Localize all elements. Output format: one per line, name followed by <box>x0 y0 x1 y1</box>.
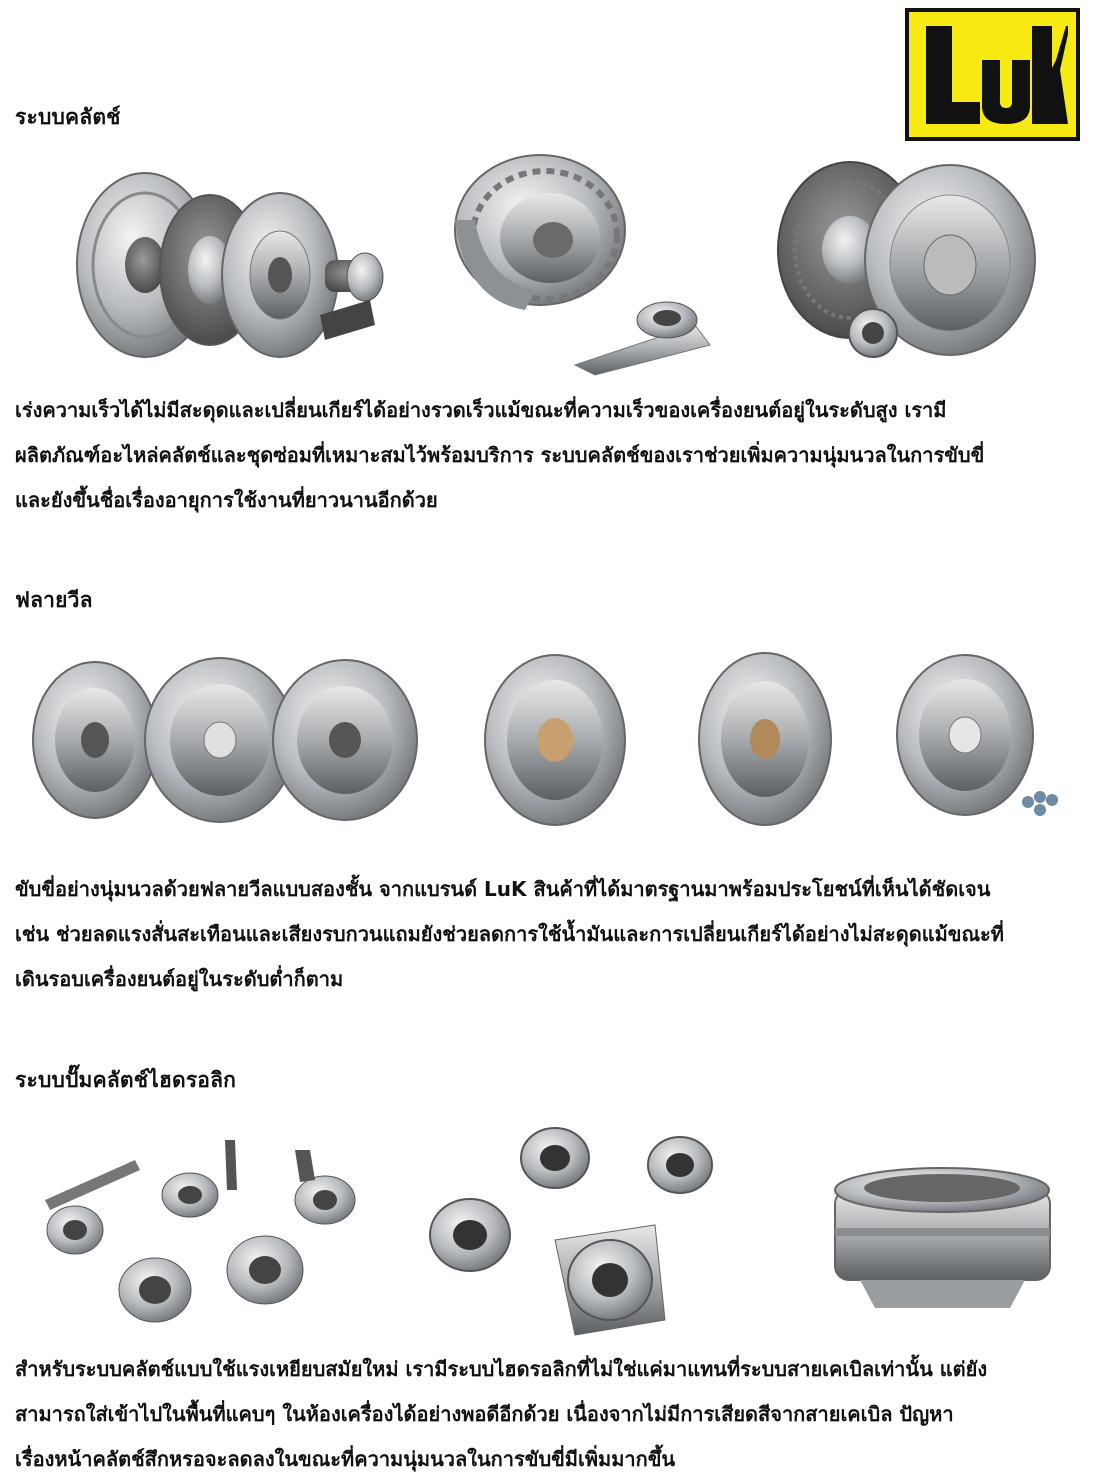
section-heading-flywheel: ฟลายวีล <box>15 588 93 612</box>
text-line: ขับขี่อย่างนุ่มนวลด้วยฟลายวีลแบบสองชั้น จากแบรนด์ LuK สินค้าที่ได้มาตรฐานมาพร้อมประโยชน์ที่เห็นได้ชัดเจน <box>15 877 991 901</box>
text-line: เดินรอบเครื่องยนต์อยู่ในระดับต่ำก็ตาม <box>15 967 344 991</box>
text-line: เร่งความเร็วได้ไม่มีสะดุดและเปลี่ยนเกียร์ได้อย่างรวดเร็วแม้ขณะที่ความเร็วของเครื่องยนต์อยู่ในระดับสูง เรามี <box>15 398 947 422</box>
release-bearings-image <box>425 1120 715 1340</box>
text-line: เช่น ช่วยลดแรงสั่นสะเทือนและเสียงรบกวนแถมยังช่วยลดการใช้น้ำมันและการเปลี่ยนเกียร์ได้อย่างไม่สะดุดแม้ขณะที่ <box>15 922 1004 946</box>
dual-mass-flywheel-with-bolts-image <box>890 650 1065 825</box>
dual-mass-flywheel-group-image <box>25 655 430 825</box>
luk-logo-mark <box>918 20 1068 130</box>
text-line: และยังขึ้นชื่อเรื่องอายุการใช้งานที่ยาวนานอีกด้วย <box>15 488 438 512</box>
text-line: เรื่องหน้าคลัตช์สึกหรอจะลดลงในขณะที่ความนุ่มนวลในการขับขี่มีเพิ่มมากขึ้น <box>15 1447 676 1471</box>
dual-mass-flywheel-image-2 <box>695 648 835 830</box>
clutch-kit-with-release-fork-image <box>445 150 725 375</box>
section-text-clutch <box>15 388 1095 523</box>
text-line: ผลิตภัณฑ์อะไหล่คลัตช์และชุดซ่อมที่เหมาะสมไว้พร้อมบริการ ระบบคลัตช์ของเราช่วยเพิ่มความนุ่มนวลในการขับขี่ <box>15 443 985 467</box>
section-text-hydraulic <box>15 1347 1095 1482</box>
section-heading-hydraulic: ระบบปั๊มคลัตช์ไฮดรอลิก <box>15 1068 237 1092</box>
dual-mass-flywheel-image-1 <box>480 650 630 830</box>
section-heading-clutch: ระบบคลัตช์ <box>15 105 121 129</box>
concentric-slave-cylinders-image <box>25 1130 360 1330</box>
clutch-kit-exploded-image <box>70 165 400 365</box>
text-line: สำหรับระบบคลัตช์แบบใช้แรงเหยียบสมัยใหม่ เรามีระบบไฮดรอลิกที่ไม่ใช่แค่มาแทนที่ระบบสายเคเบิลเท่านั้น แต่ยัง <box>15 1357 988 1381</box>
luk-logo <box>905 8 1080 141</box>
clutch-kit-with-bearing-image <box>775 155 1040 365</box>
release-bearing-closeup-image <box>830 1160 1055 1310</box>
text-line: สามารถใส่เข้าไปในพื้นที่แคบๆ ในห้องเครื่องได้อย่างพอดีอีกด้วย เนื่องจากไม่มีการเสียดสีจากสายเคเบิล ปัญหา <box>15 1402 954 1426</box>
section-text-flywheel <box>15 867 1095 1002</box>
